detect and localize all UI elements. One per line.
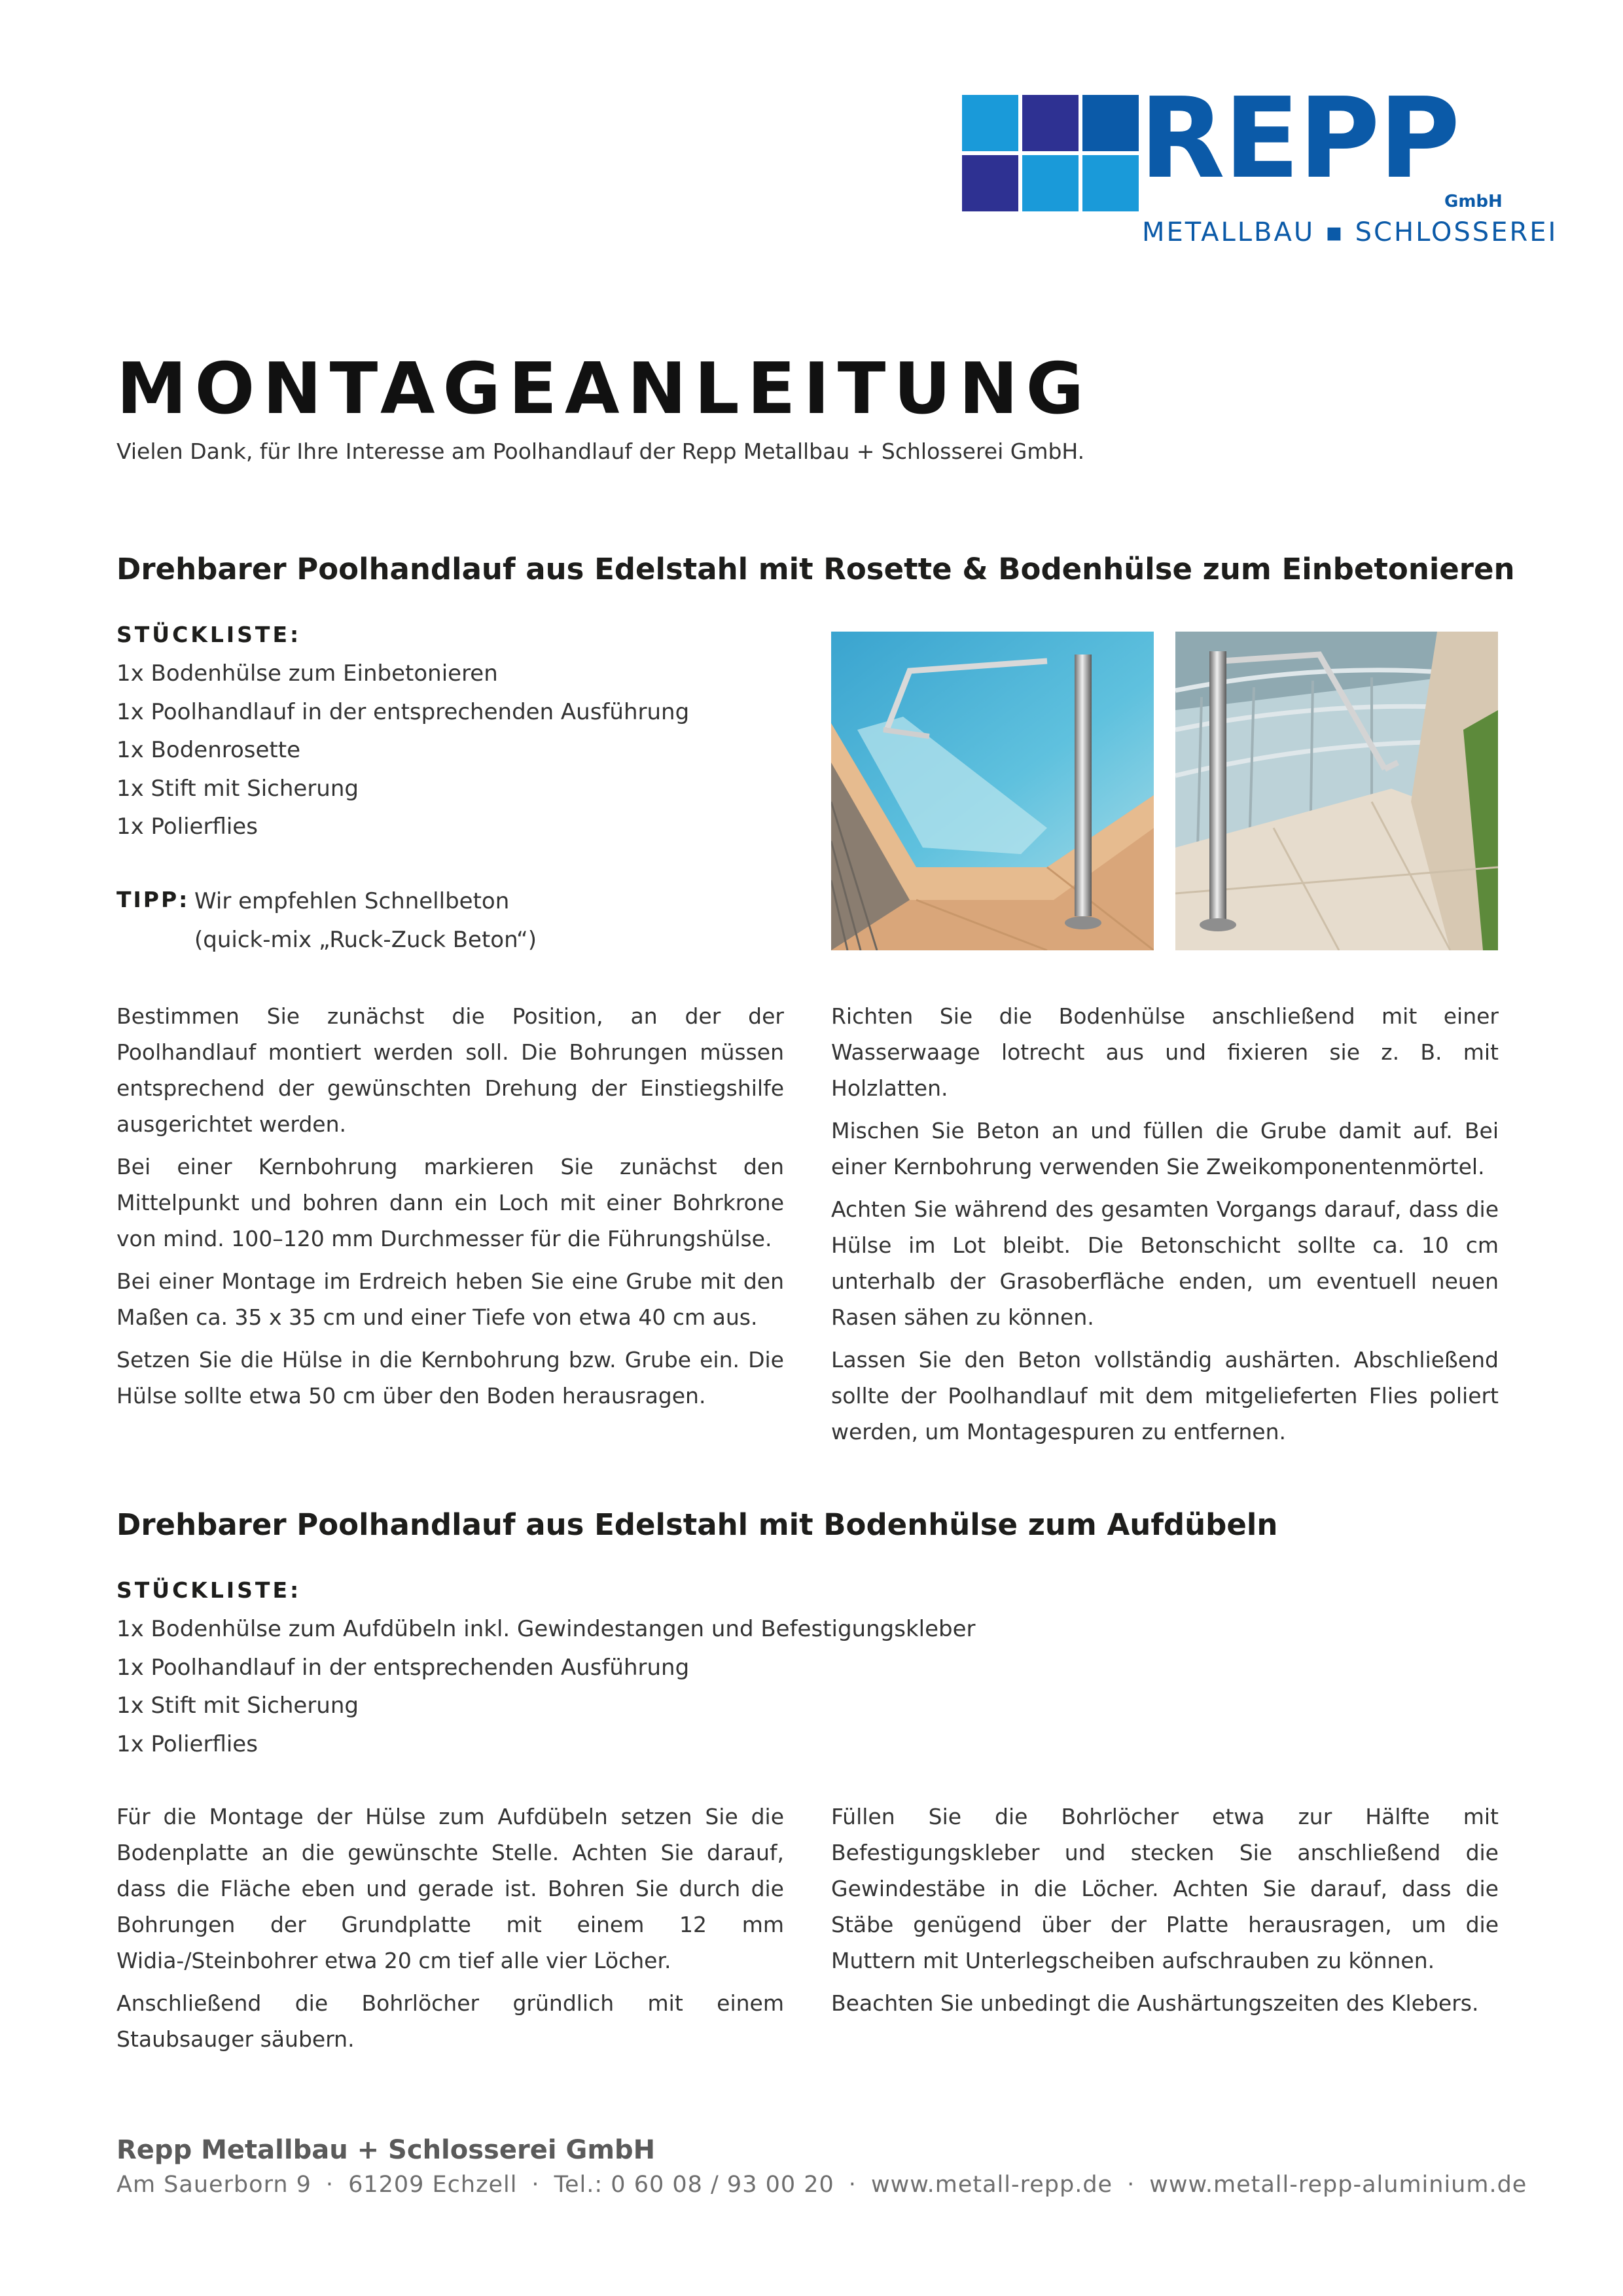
footer-separator: ·: [531, 2172, 540, 2198]
logo-gmbh: GmbH: [1444, 192, 1503, 211]
paragraph: Beachten Sie unbedingt die Aushärtungszeiten des Klebers.: [831, 1990, 1479, 2016]
paragraph: Füllen Sie die Bohrlöcher etwa zur Hälfte mit Befestigungskleber und stecken Sie anschließend die Gewindestäbe in die Löcher. Achten Sie darauf, dass die Stäbe genügend über der Platte herausragen, um die Muttern mit Unterlegscheiben aufschrauben zu können.: [831, 1804, 1499, 1973]
footer-contact: [116, 2172, 1527, 2198]
paragraph: Richten Sie die Bodenhülse anschließend mit einer Wasserwaage lotrecht aus und fixieren sie z. B. mit Holzlatten.: [831, 1003, 1499, 1101]
section1-right-column: [831, 998, 1499, 1456]
footer-company: Repp Metallbau + Schlosserei GmbH: [116, 2135, 656, 2165]
logo-square-light-blue-3: [1082, 155, 1139, 211]
list-item: 1x Bodenrosette: [116, 737, 300, 763]
section1-heading: Drehbarer Poolhandlauf aus Edelstahl mit Rosette & Bodenhülse zum Einbetonieren: [116, 552, 1515, 586]
section2-left-column: [116, 1799, 784, 2064]
paragraph: Mischen Sie Beton an und füllen die Grube damit auf. Bei einer Kernbohrung verwenden Sie Zweikomponentenmörtel.: [831, 1118, 1499, 1179]
list-item: 1x Bodenhülse zum Einbetonieren: [116, 660, 498, 687]
logo-square-navy-2: [962, 155, 1018, 211]
list-item: 1x Polierflies: [116, 1731, 258, 1757]
paragraph: Setzen Sie die Hülse in die Kernbohrung bzw. Grube ein. Die Hülse sollte etwa 50 cm über den Boden herausragen.: [116, 1347, 784, 1408]
logo-square-light-blue-2: [1022, 155, 1079, 211]
list-item: 1x Poolhandlauf in der entsprechenden Ausführung: [116, 1654, 690, 1681]
paragraph: Achten Sie während des gesamten Vorgangs darauf, dass die Hülse im Lot bleibt. Die Betonschicht sollte ca. 10 cm unterhalb der Grasoberfläche enden, um eventuell neuen Rasen sähen zu können.: [831, 1196, 1499, 1330]
list-item: 1x Stift mit Sicherung: [116, 1693, 359, 1719]
paragraph: Bei einer Montage im Erdreich heben Sie eine Grube mit den Maßen ca. 35 x 35 cm und einer Tiefe von etwa 40 cm aus.: [116, 1268, 784, 1330]
footer-website-link[interactable]: www.metall-repp.de: [870, 2172, 1113, 2198]
footer-separator: ·: [1127, 2172, 1135, 2198]
paragraph: Für die Montage der Hülse zum Aufdübeln setzen Sie die Bodenplatte an die gewünschte Stelle. Achten Sie darauf, dass die Fläche eben und gerade ist. Bohren Sie durch die Bohrungen der Grundplatte mit einem 12 mm Widia-/Steinbohrer etwa 20 cm tief alle vier Löcher.: [116, 1804, 784, 1973]
footer-separator: ·: [848, 2172, 857, 2198]
section2-parts-list: [116, 1610, 975, 1763]
footer-website-link-2[interactable]: www.metall-repp-aluminium.de: [1149, 2172, 1527, 2198]
list-item: 1x Polierflies: [116, 814, 258, 840]
list-item: 1x Stift mit Sicherung: [116, 775, 359, 802]
page-title: MONTAGEANLEITUNG: [116, 348, 1092, 430]
paragraph: Bestimmen Sie zunächst die Position, an der der Poolhandlauf montiert werden soll. Die Bohrungen müssen entsprechend der gewünschten Drehung der Einstiegshilfe ausgerichtet werden.: [116, 1003, 784, 1137]
section1-left-column: [116, 998, 784, 1420]
footer-phone: Tel.: 0 60 08 / 93 00 20: [554, 2172, 834, 2198]
paragraph: Lassen Sie den Beton vollständig aushärten. Abschließend sollte der Poolhandlauf mit dem mitgelieferten Flies poliert werden, um Montagespuren zu entfernen.: [831, 1347, 1499, 1444]
tip-text: [194, 882, 537, 959]
paragraph: Bei einer Kernbohrung markieren Sie zunächst den Mittelpunkt und bohren dann ein Loch mit einer Bohrkrone von mind. 100–120 mm Durchmesser für die Führungshülse.: [116, 1154, 784, 1251]
logo-square-dark-blue: [1082, 95, 1139, 151]
section2-right-column: [831, 1799, 1499, 2028]
section1-parts-list: [116, 655, 689, 846]
section1-parts-label: STÜCKLISTE:: [116, 622, 302, 647]
list-item: 1x Poolhandlauf in der entsprechenden Ausführung: [116, 698, 690, 725]
logo-tagline: METALLBAU ▪ SCHLOSSEREI: [1142, 217, 1558, 247]
logo-square-light-blue: [962, 95, 1018, 151]
logo-wordmark: REPP: [1139, 74, 1459, 204]
section2-heading: Drehbarer Poolhandlauf aus Edelstahl mit Bodenhülse zum Aufdübeln: [116, 1507, 1278, 1542]
list-item: 1x Bodenhülse zum Aufdübeln inkl. Gewindestangen und Befestigungskleber: [116, 1616, 976, 1642]
tip-line: (quick-mix „Ruck-Zuck Beton“): [194, 926, 537, 953]
footer-separator: ·: [325, 2172, 334, 2198]
footer-address: Am Sauerborn 9: [116, 2172, 312, 2198]
pool-handrail-photo-1: [831, 632, 1154, 950]
tip-line: Wir empfehlen Schnellbeton: [194, 888, 510, 914]
logo-square-navy: [1022, 95, 1079, 151]
company-logo: [962, 74, 1558, 249]
section2-parts-label: STÜCKLISTE:: [116, 1577, 302, 1603]
intro-text: Vielen Dank, für Ihre Interesse am Poolhandlauf der Repp Metallbau + Schlosserei GmbH.: [116, 439, 1085, 464]
pool-handrail-photo-2: [1175, 632, 1498, 950]
tip-label: TIPP:: [116, 887, 190, 912]
paragraph: Anschließend die Bohrlöcher gründlich mit einem Staubsauger säubern.: [116, 1990, 784, 2052]
footer-city: 61209 Echzell: [348, 2172, 518, 2198]
